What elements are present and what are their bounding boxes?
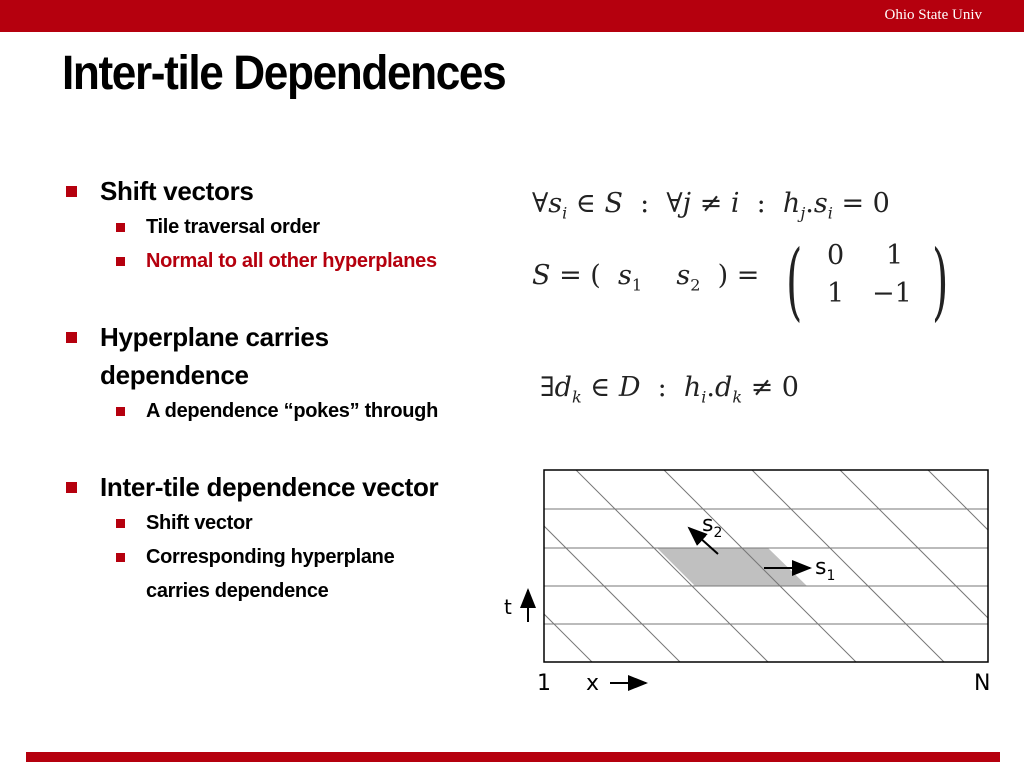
sub-bullet-traversal-order: Tile traversal order bbox=[62, 210, 522, 244]
sub-bullet-corresponding-line2: carries dependence bbox=[146, 580, 329, 602]
equation-shift-matrix: S = ( $s_1$ $s_2$ ) = ( 0 1 1 −1 ) bbox=[532, 232, 949, 330]
institution-label: Ohio State Univ bbox=[884, 7, 982, 23]
matrix-cell-0-0: 0 bbox=[827, 240, 845, 271]
slide-title: Inter-tile Dependences bbox=[62, 47, 506, 100]
bullet-hyperplane-line1: Hyperplane carries bbox=[100, 322, 329, 352]
s2-label: s bbox=[702, 512, 714, 537]
s1-label: s bbox=[815, 555, 827, 580]
end-label: N bbox=[974, 671, 991, 696]
sub-bullet-pokes-through: A dependence “pokes” through bbox=[62, 394, 522, 428]
sub-bullet-shift-vector: Shift vector bbox=[62, 506, 522, 540]
sub-bullet-corresponding-hyperplane bbox=[62, 540, 522, 608]
sub-bullet-corresponding-line1: Corresponding hyperplane bbox=[146, 546, 395, 568]
header-bar bbox=[0, 0, 1024, 32]
equation-carries-dependence: $\exists d_k$ ∈ D : $h_i.d_k \ne 0$ bbox=[540, 372, 799, 407]
footer-bar bbox=[26, 752, 1000, 762]
bullet-list bbox=[62, 172, 522, 608]
x-axis-label: x bbox=[586, 671, 600, 696]
matrix-cell-0-1: 1 bbox=[886, 240, 904, 271]
svg-text:s1 bbox=[815, 555, 835, 584]
s1-subscript: 1 bbox=[826, 568, 836, 584]
matrix-cell-1-0: 1 bbox=[827, 278, 845, 309]
origin-label: 1 bbox=[537, 671, 551, 696]
bullet-inter-tile-vector: Inter-tile dependence vector bbox=[62, 468, 522, 506]
bullet-hyperplane-carries bbox=[62, 318, 522, 394]
sub-bullet-normal-hyperplanes: Normal to all other hyperplanes bbox=[62, 244, 522, 278]
t-axis-label: t bbox=[504, 595, 512, 619]
bullet-hyperplane-line2: dependence bbox=[100, 360, 249, 390]
s2-subscript: 2 bbox=[713, 525, 723, 541]
matrix-cell-1-1: −1 bbox=[872, 278, 912, 309]
tiling-figure bbox=[500, 462, 1000, 702]
equation-shift-normal: $\forall s_i$ ∈ S : ∀j ≠ i : $h_j.s_i = 0$ bbox=[532, 188, 890, 223]
svg-text:s2 bbox=[702, 512, 722, 541]
bullet-shift-vectors: Shift vectors bbox=[62, 172, 522, 210]
